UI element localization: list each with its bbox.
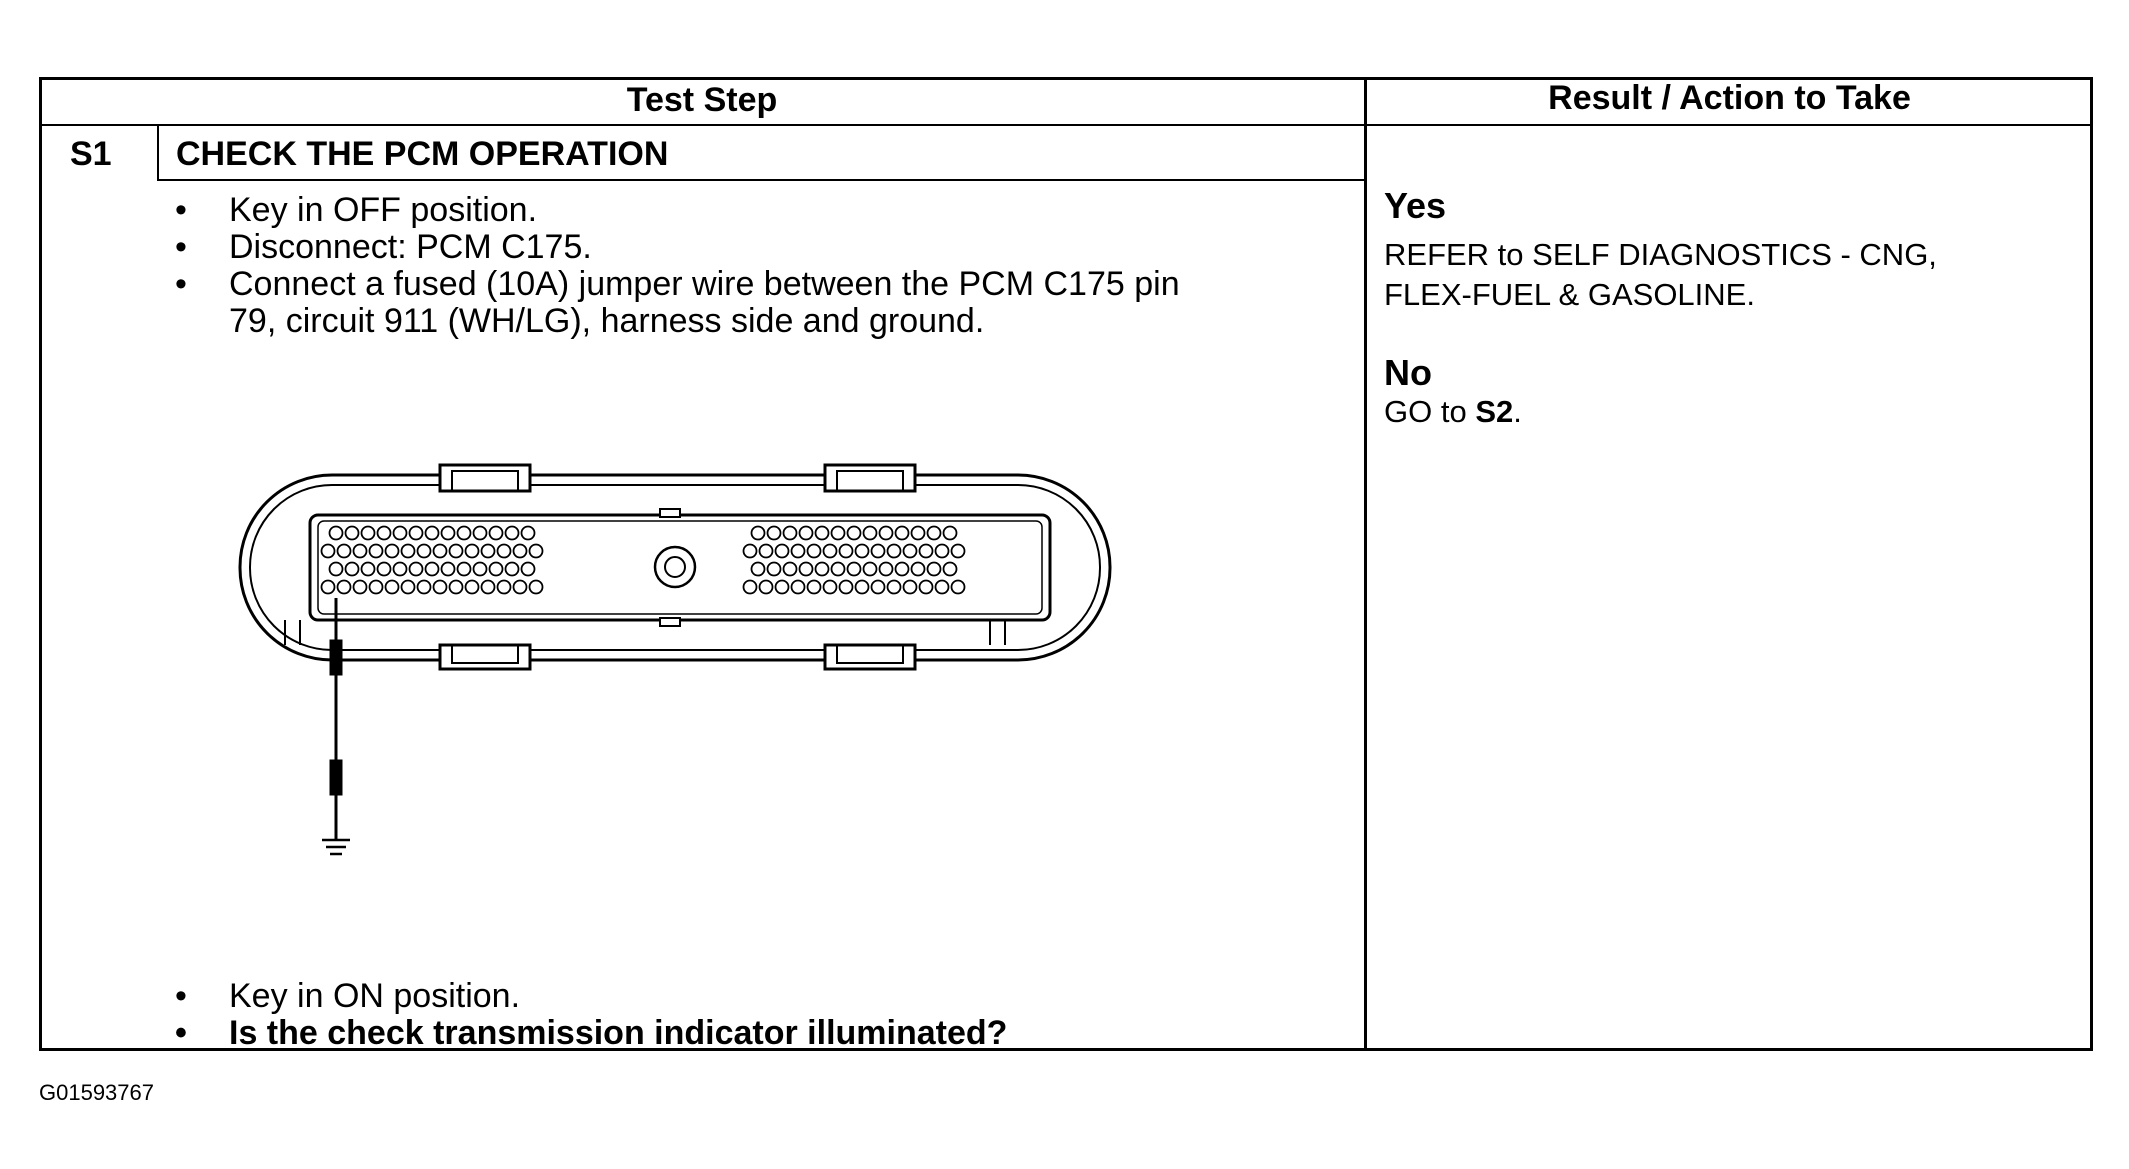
connector-pin [776, 581, 789, 594]
connector-pin [514, 545, 527, 558]
connector-pin [832, 527, 845, 540]
connector-pin [816, 563, 829, 576]
header-row-divider [39, 124, 1365, 126]
connector-pin [442, 527, 455, 540]
connector-pin [354, 581, 367, 594]
connector-pin [904, 545, 917, 558]
connector-pin [426, 527, 439, 540]
connector-pin [362, 527, 375, 540]
figure-id: G01593767 [39, 1080, 154, 1105]
connector-pin [490, 563, 503, 576]
header-result-action: Result / Action to Take [1548, 79, 1911, 117]
connector-pin [832, 563, 845, 576]
connector-pin [920, 581, 933, 594]
connector-pin [848, 527, 861, 540]
step-link-s2[interactable]: S2 [1475, 394, 1514, 429]
step-id-divider [157, 124, 159, 180]
connector-pin [784, 563, 797, 576]
connector-pin [776, 545, 789, 558]
connector-pin [322, 545, 335, 558]
connector-pin [888, 545, 901, 558]
connector-pin [760, 581, 773, 594]
connector-pin [418, 581, 431, 594]
connector-pin [840, 581, 853, 594]
bullet-dot: • [175, 191, 187, 229]
bullet-connect-jumper: • Connect a fused (10A) jumper wire between the PCM C175 pin 79, circuit 911 (WH/LG), harness side and ground. [175, 265, 1180, 340]
pcm-connector-c175-icon [240, 465, 1110, 669]
jumper-wire-icon [330, 598, 342, 840]
connector-pin [322, 581, 335, 594]
connector-pin [912, 563, 925, 576]
connector-pin [912, 527, 925, 540]
connector-pin [394, 563, 407, 576]
connector-pin [952, 581, 965, 594]
connector-pin [864, 563, 877, 576]
connector-pin [482, 581, 495, 594]
connector-pin [482, 545, 495, 558]
connector-pin [338, 545, 351, 558]
connector-pin [458, 527, 471, 540]
connector-pin [402, 545, 415, 558]
connector-pin [514, 581, 527, 594]
connector-pin [426, 563, 439, 576]
connector-pin [402, 581, 415, 594]
connector-pin [824, 545, 837, 558]
connector-pin [896, 527, 909, 540]
connector-pin [386, 545, 399, 558]
connector-pin [442, 563, 455, 576]
connector-pin [904, 581, 917, 594]
connector-pin [346, 563, 359, 576]
connector-pin [530, 545, 543, 558]
connector-pin [752, 563, 765, 576]
connector-pin [330, 527, 343, 540]
connector-pin [808, 581, 821, 594]
connector-pin [450, 545, 463, 558]
connector-pin [506, 563, 519, 576]
connector-pin [784, 527, 797, 540]
connector-pin [378, 527, 391, 540]
connector-pin [410, 527, 423, 540]
step-id: S1 [70, 135, 112, 173]
step-instructions-top [173, 192, 1353, 340]
connector-pin [880, 527, 893, 540]
connector-pin [450, 581, 463, 594]
connector-pin [434, 581, 447, 594]
result-no-label: No [1384, 352, 1432, 393]
bullet-question: • Is the check transmission indicator illuminated? [175, 1014, 1008, 1052]
connector-pin [792, 545, 805, 558]
connector-pin [872, 545, 885, 558]
connector-pin [944, 527, 957, 540]
bullet-disconnect: • Disconnect: PCM C175. [175, 228, 592, 266]
column-divider [1364, 77, 1367, 1051]
bullet-key-on: • Key in ON position. [175, 977, 521, 1015]
connector-pin [896, 563, 909, 576]
connector-pin [370, 581, 383, 594]
connector-pin [928, 563, 941, 576]
connector-pin [418, 545, 431, 558]
connector-pin [928, 527, 941, 540]
connector-pin [522, 527, 535, 540]
result-yes-text: REFER to SELF DIAGNOSTICS - CNG, FLEX-FUEL & GASOLINE. [1384, 237, 1937, 312]
connector-pin [760, 545, 773, 558]
connector-pin [378, 563, 391, 576]
connector-pin [338, 581, 351, 594]
connector-pin [872, 581, 885, 594]
connector-pin [848, 563, 861, 576]
connector-pin [744, 581, 757, 594]
connector-pin [936, 545, 949, 558]
connector-pin [808, 545, 821, 558]
step-title: CHECK THE PCM OPERATION [176, 135, 669, 173]
step-title-divider [157, 179, 1365, 181]
connector-pin [466, 581, 479, 594]
connector-pin [856, 545, 869, 558]
connector-pin [458, 563, 471, 576]
connector-pin [490, 527, 503, 540]
connector-pin [506, 527, 519, 540]
bullet-dot: • [175, 228, 187, 266]
result-no-text: GO to S2. [1384, 394, 1522, 429]
connector-pin [346, 527, 359, 540]
connector-pin [434, 545, 447, 558]
connector-pin [864, 527, 877, 540]
connector-pin [920, 545, 933, 558]
connector-pin [824, 581, 837, 594]
connector-pin [944, 563, 957, 576]
connector-pins [322, 527, 965, 594]
connector-pin [800, 527, 813, 540]
connector-pin [474, 527, 487, 540]
pcm-connector-diagram [230, 455, 1130, 875]
bullet-dot: • [175, 265, 187, 303]
ground-symbol-icon [322, 840, 350, 854]
header-test-step: Test Step [626, 81, 778, 119]
connector-pin [530, 581, 543, 594]
result-header-divider [1365, 124, 2092, 126]
connector-pin [394, 527, 407, 540]
bullet-dot: • [175, 1014, 187, 1052]
connector-pin [840, 545, 853, 558]
connector-pin [522, 563, 535, 576]
connector-pin [474, 563, 487, 576]
connector-pin [792, 581, 805, 594]
connector-pin [880, 563, 893, 576]
connector-pin [466, 545, 479, 558]
step-instructions-bottom [173, 978, 1353, 1052]
result-yes-label: Yes [1384, 185, 1447, 226]
connector-pin [362, 563, 375, 576]
connector-pin [386, 581, 399, 594]
connector-pin [816, 527, 829, 540]
bullet-dot: • [175, 977, 187, 1015]
connector-pin [768, 563, 781, 576]
connector-pin [744, 545, 757, 558]
connector-pin [498, 581, 511, 594]
connector-pin [410, 563, 423, 576]
connector-pin [888, 581, 901, 594]
connector-pin [370, 545, 383, 558]
connector-pin [800, 563, 813, 576]
connector-pin [752, 527, 765, 540]
connector-pin [498, 545, 511, 558]
connector-pin [768, 527, 781, 540]
bullet-key-off: • Key in OFF position. [175, 191, 538, 229]
connector-pin [856, 581, 869, 594]
connector-pin [330, 563, 343, 576]
connector-pin [936, 581, 949, 594]
connector-pin [952, 545, 965, 558]
connector-pin [354, 545, 367, 558]
